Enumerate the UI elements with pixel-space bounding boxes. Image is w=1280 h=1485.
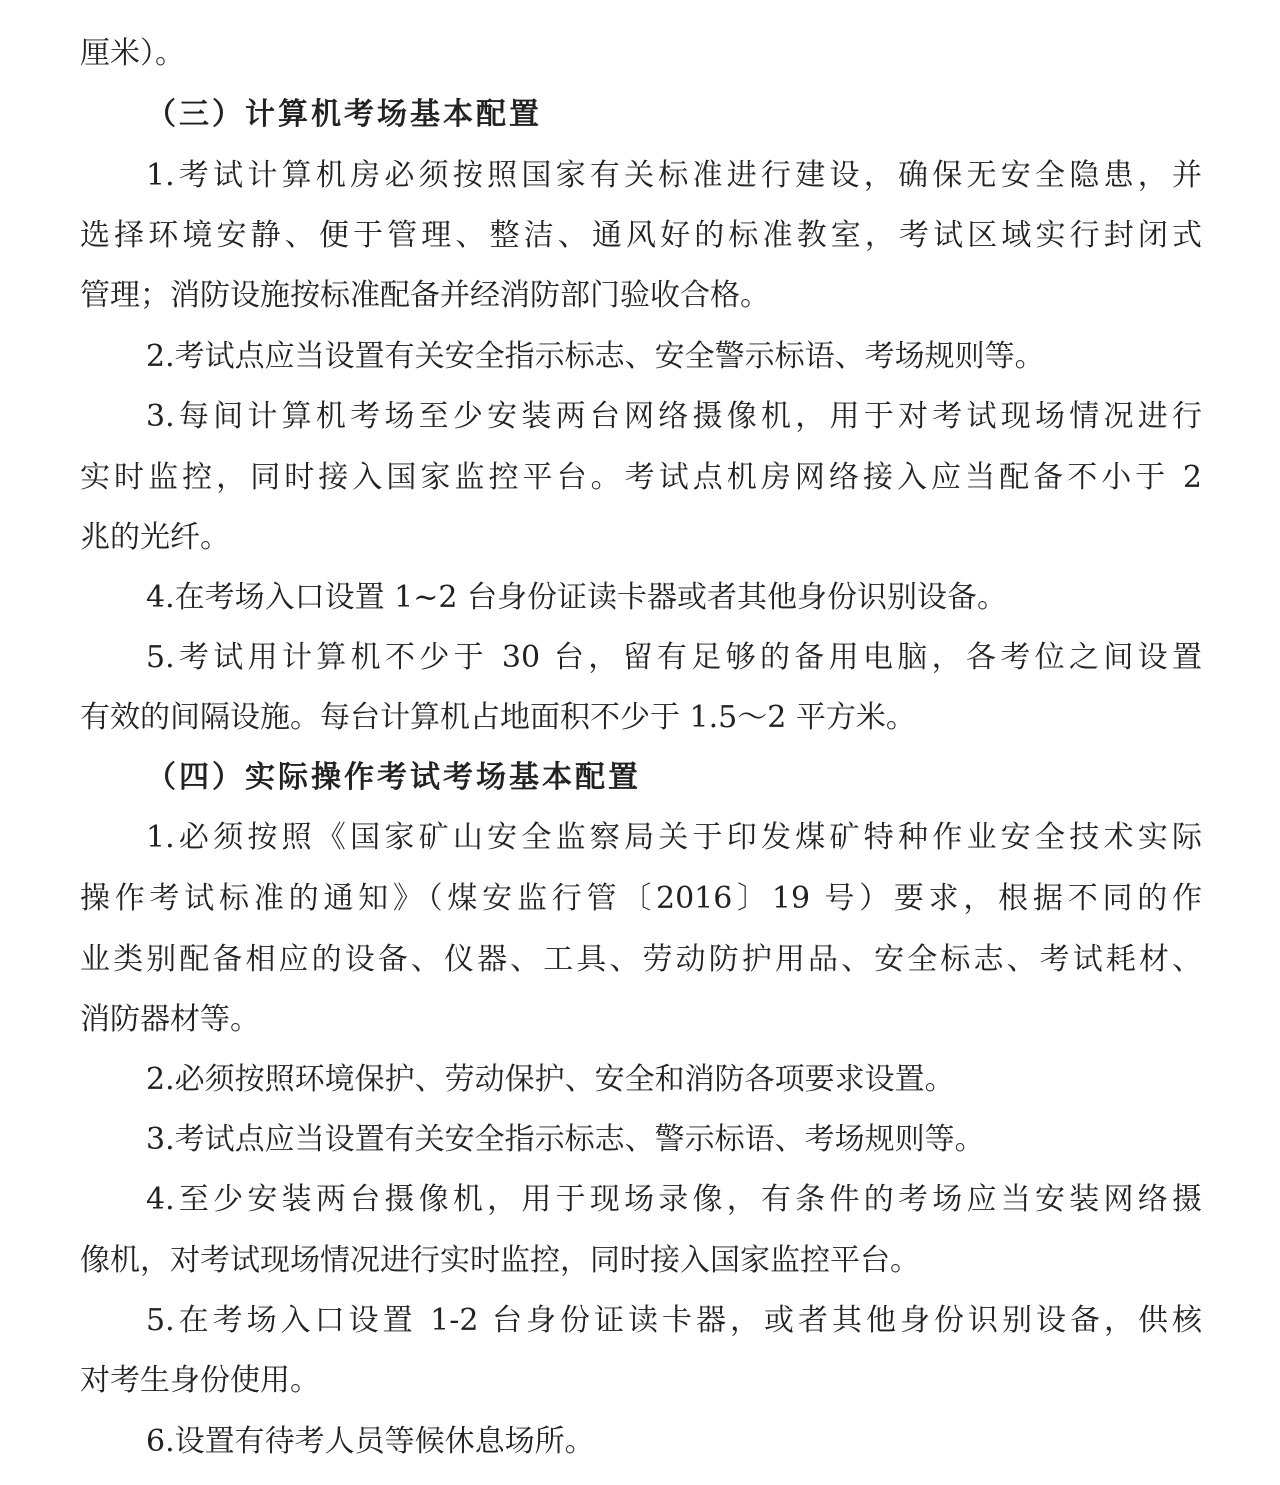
paragraph-line: 3.考试点应当设置有关安全指示标志、警示标语、考场规则等。 [146,1122,985,1157]
paragraph-line: 4.在考场入口设置 1~2 台身份证读卡器或者其他身份识别设备。 [146,580,1008,615]
paragraph-line: 3.每间计算机考场至少安装两台网络摄像机，用于对考试现场情况进行 [146,399,1202,434]
paragraph-line: 操作考试标准的通知》（煤安监行管〔2016〕19 号）要求，根据不同的作 [80,881,1202,916]
paragraph-line: 实时监控，同时接入国家监控平台。考试点机房网络接入应当配备不小于 2 [80,460,1202,495]
paragraph-line: 厘米）。 [80,36,185,71]
paragraph-line: 消防器材等。 [80,1002,260,1037]
paragraph-line: 选择环境安静、便于管理、整洁、通风好的标准教室，考试区域实行封闭式 [80,218,1202,253]
paragraph-line: 业类别配备相应的设备、仪器、工具、劳动防护用品、安全标志、考试耗材、 [80,942,1202,977]
paragraph-line: 6.设置有待考人员等候休息场所。 [146,1424,595,1459]
paragraph-line: 有效的间隔设施。每台计算机占地面积不少于 1.5～2 平方米。 [80,700,916,735]
paragraph-line: 2.必须按照环境保护、劳动保护、安全和消防各项要求设置。 [146,1062,955,1097]
paragraph-line: 2.考试点应当设置有关安全指示标志、安全警示标语、考场规则等。 [146,339,1045,374]
section-heading-4: （四）实际操作考试考场基本配置 [146,760,641,795]
paragraph-line: 1.考试计算机房必须按照国家有关标准进行建设，确保无安全隐患，并 [146,158,1202,193]
paragraph-line: 5.在考场入口设置 1-2 台身份证读卡器，或者其他身份识别设备，供核 [146,1303,1202,1338]
paragraph-line: 5.考试用计算机不少于 30 台，留有足够的备用电脑，各考位之间设置 [146,640,1202,675]
paragraph-line: 兆的光纤。 [80,520,230,555]
paragraph-line: 像机，对考试现场情况进行实时监控，同时接入国家监控平台。 [80,1243,920,1278]
paragraph-line: 4.至少安装两台摄像机，用于现场录像，有条件的考场应当安装网络摄 [146,1182,1202,1217]
paragraph-line: 对考生身份使用。 [80,1363,320,1398]
paragraph-line: 管理；消防设施按标准配备并经消防部门验收合格。 [80,278,770,313]
section-heading-3: （三）计算机考场基本配置 [146,97,542,132]
paragraph-line: 1.必须按照《国家矿山安全监察局关于印发煤矿特种作业安全技术实际 [146,820,1202,855]
